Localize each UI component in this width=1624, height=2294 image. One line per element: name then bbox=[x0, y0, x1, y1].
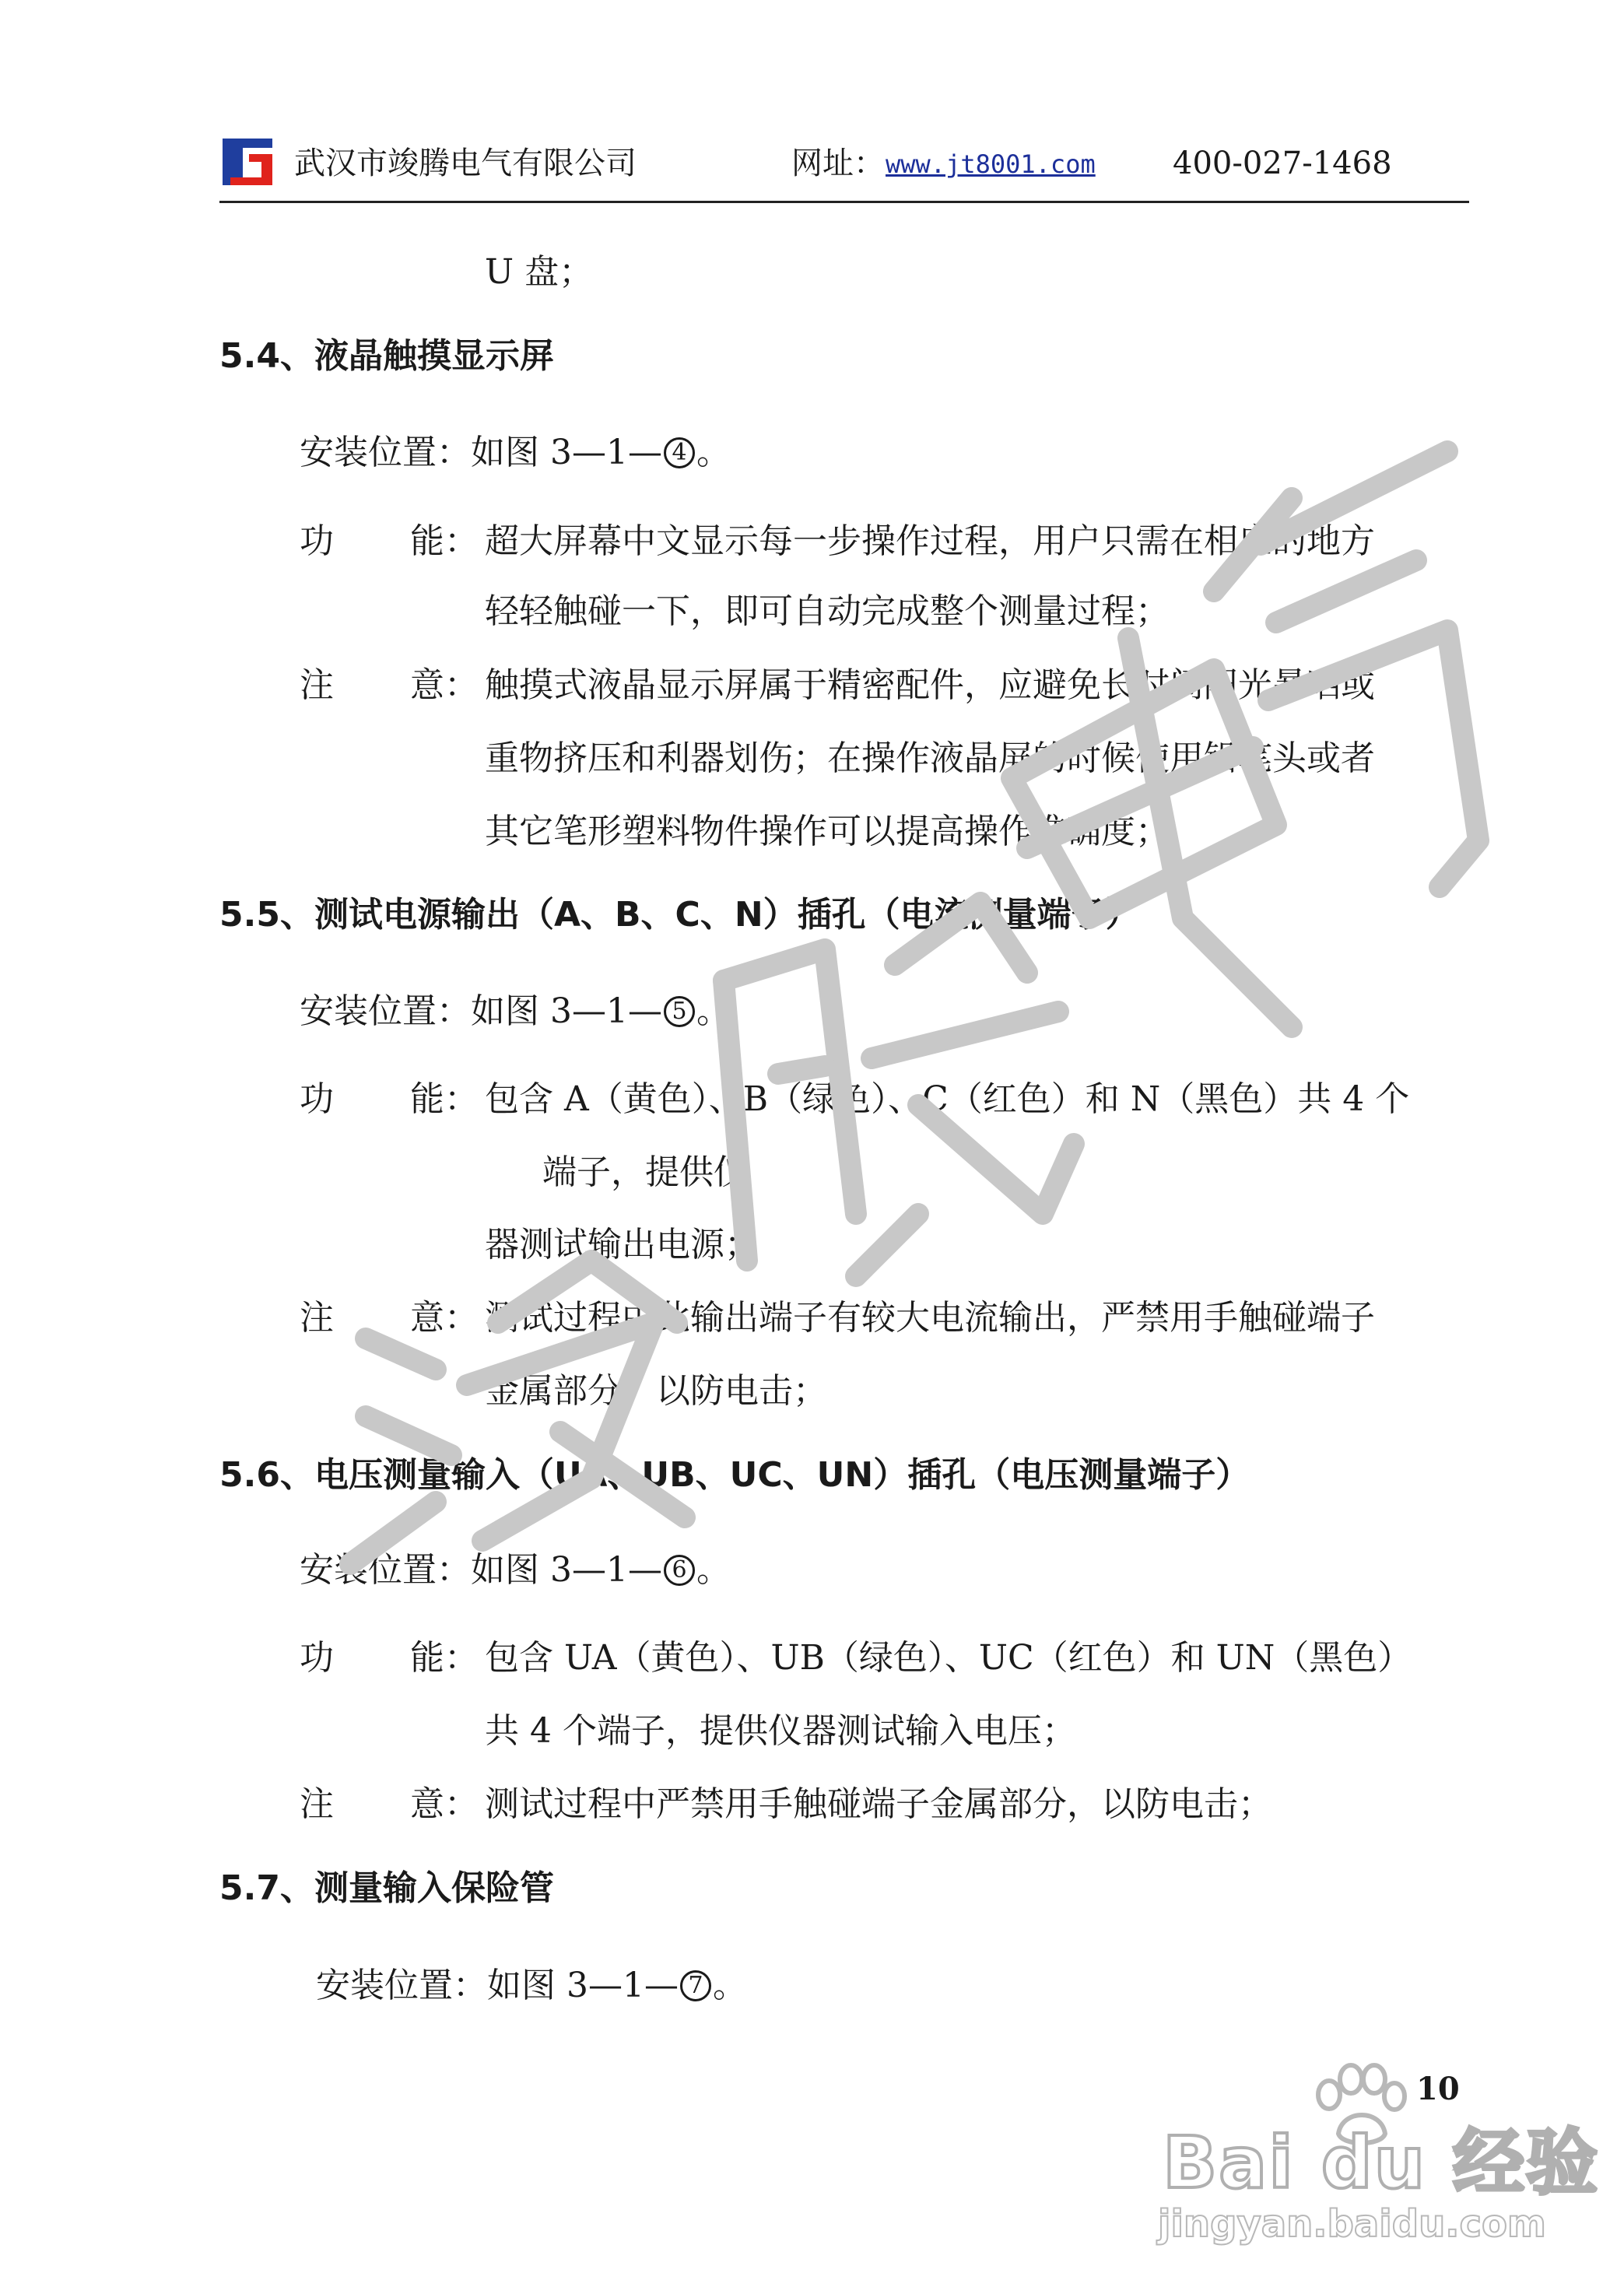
note-text-line: 重物挤压和利器划伤；在操作液晶屏的时候使用铅笔头或者 bbox=[485, 738, 1375, 778]
section-heading-5-5: 5.5、测试电源输出（A、B、C、N）插孔（电流测量端子） bbox=[219, 895, 1140, 935]
install-location-row bbox=[300, 1547, 731, 1594]
website-label: 网址： bbox=[791, 146, 885, 181]
intro-line: U 盘； bbox=[485, 252, 594, 292]
baidu-url-text: jingyan.baidu.com bbox=[1158, 2202, 1546, 2246]
company-name: 武汉市竣腾电气有限公司 bbox=[294, 146, 637, 181]
section-heading-5-7: 5.7、测量输入保险管 bbox=[219, 1868, 554, 1908]
section-heading-5-6: 5.6、电压测量输入（UA、UB、UC、UN）插孔（电压测量端子） bbox=[219, 1455, 1250, 1495]
install-ref: 如图 3—1— bbox=[471, 991, 662, 1031]
install-ref: 如图 3—1— bbox=[471, 1550, 662, 1590]
page-number: 10 bbox=[1416, 2071, 1460, 2107]
baidu-logo-text: Bai du 经验 bbox=[1163, 2121, 1600, 2205]
function-text-line: 超大屏幕中文显示每一步操作过程，用户只需在相应的地方 bbox=[485, 521, 1375, 561]
install-suffix: 。 bbox=[696, 991, 731, 1031]
note-text-line: 触摸式液晶显示屏属于精密配件，应避免长时间阳光暴晒或 bbox=[485, 665, 1375, 705]
note-text-line: 其它笔形塑料物件操作可以提高操作准确度； bbox=[485, 812, 1170, 851]
circled-number-7: 7 bbox=[680, 1970, 711, 2001]
note-text-line: 金属部分，以防电击； bbox=[485, 1371, 827, 1411]
header-divider bbox=[219, 201, 1469, 203]
install-location-row bbox=[300, 430, 731, 476]
website-link[interactable]: www.jt8001.com bbox=[886, 149, 1096, 179]
page-header bbox=[219, 131, 1469, 201]
install-suffix: 。 bbox=[696, 433, 731, 472]
function-text-line: 共 4 个端子，提供仪器测试输入电压； bbox=[485, 1711, 1076, 1751]
install-ref: 如图 3—1— bbox=[487, 1966, 679, 2005]
function-text-line: 包含 A（黄色）、B（绿色）、C（红色）和 N（黑色）共 4 个 bbox=[485, 1079, 1410, 1119]
install-suffix: 。 bbox=[712, 1966, 747, 2005]
section-heading-5-4: 5.4、液晶触摸显示屏 bbox=[219, 336, 554, 376]
baidu-jingyan-watermark bbox=[1144, 2062, 1611, 2257]
install-location-row bbox=[300, 988, 731, 1035]
note-text-line: 测试过程中严禁用手触碰端子金属部分，以防电击； bbox=[485, 1784, 1272, 1824]
install-label: 安装位置： bbox=[300, 991, 471, 1031]
install-label: 安装位置： bbox=[300, 1550, 471, 1590]
circled-number-6: 6 bbox=[664, 1555, 695, 1586]
function-text-line: 器测试输出电源； bbox=[485, 1225, 759, 1265]
install-label: 安装位置： bbox=[300, 433, 471, 472]
install-location-row bbox=[316, 1963, 747, 2009]
function-text-line: 包含 UA（黄色）、UB（绿色）、UC（红色）和 UN（黑色） bbox=[485, 1638, 1412, 1678]
function-text-line: 轻轻触碰一下，即可自动完成整个测量过程； bbox=[485, 591, 1170, 631]
install-label: 安装位置： bbox=[316, 1966, 487, 2005]
function-text-line: 端子，提供仪 bbox=[542, 1152, 748, 1192]
install-ref: 如图 3—1— bbox=[471, 433, 662, 472]
install-suffix: 。 bbox=[696, 1550, 731, 1590]
document-page: 武汉市竣腾电气有限公司 网址： www.jt8001.com 400-027-1468 U 盘； 5.4、液晶触摸显示屏 安装位置：如图 3—1— 4 。 功 能： 超大屏幕中文显示每一步操作过程，用户只需在相应的地方 轻轻触碰一下，即可自动完成整个测量过程； 注 意： 触摸式液晶显示屏属于精密配件，应避免长时间阳光暴晒或 重物挤压和利器划伤；在操作液晶屏的时候使用铅笔头或者 其它笔形塑料物件操作可以提高操作准确度； 5.5、测试电源输出（A、B、C、N）插孔（电流测量端子） 安装位置：如图 3—1— 5 。 功 能： 包含 A（黄色）、B（绿色）、C（红色）和 N（黑色）共 4 个 端子，提供仪 器测试输出电源； 注 意： 测试过程中此输出端子有较大电流输出，严禁用手触碰端子 金属部分，以防电击； 5.6、电压测量输入（UA、UB、UC、UN）插孔（电压测量端子） 安装位置：如图 3—1— 6 。 功 能： 包含 UA（黄色）、UB（绿色）、UC（红色）和 UN（黑色） 共 4 个端子，提供仪器测试输入电压； 注 意： 测试过程中严禁用手触碰端子金属部分，以防电击； 5.7、测量输入保险管 安装位置：如图 3—1— 7 。 10 Bai du 经验 jingyan.baidu.com bbox=[0, 0, 1624, 2294]
phone-number: 400-027-1468 bbox=[1173, 146, 1392, 181]
note-text-line: 测试过程中此输出端子有较大电流输出，严禁用手触碰端子 bbox=[485, 1298, 1375, 1338]
circled-number-5: 5 bbox=[664, 996, 695, 1027]
company-logo-icon bbox=[219, 134, 275, 190]
circled-number-4: 4 bbox=[664, 437, 695, 468]
